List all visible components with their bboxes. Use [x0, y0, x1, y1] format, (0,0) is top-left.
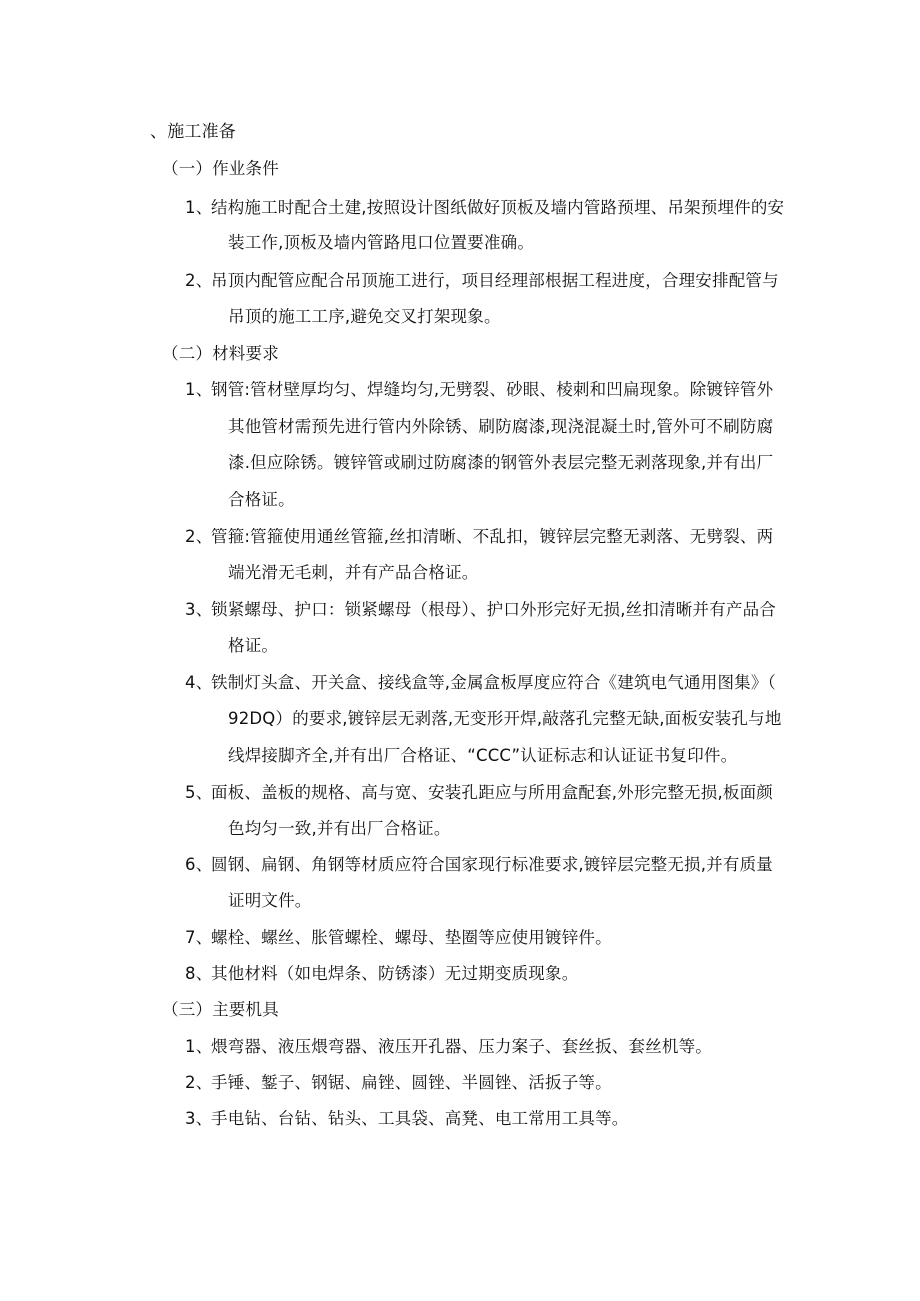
- item-text-continued: 端光滑无毛刺，并有产品合格证。: [228, 563, 479, 582]
- item-text: 锁紧螺母、护口：锁紧螺母（根母）、护口外形完好无损,丝扣清晰并有产品合: [211, 600, 776, 619]
- section-heading-2: （二）材料要求: [162, 344, 279, 363]
- item-text: 其他材料（如电焊条、防锈漆）无过期变质现象。: [211, 964, 579, 983]
- list-item: [185, 782, 773, 804]
- item-text: 手电钻、台钻、钻头、工具袋、高凳、电工常用工具等。: [211, 1109, 629, 1128]
- item-text: 螺栓、螺丝、胀管螺栓、螺母、垫圈等应使用镀锌件。: [211, 928, 612, 947]
- item-text-continued: 装工作,顶板及墙内管路甩口位置要准确。: [228, 233, 535, 252]
- item-text: 圆钢、扁钢、角钢等材质应符合国家现行标准要求,镀锌层完整无损,并有质量: [211, 855, 773, 874]
- list-item: [185, 197, 784, 219]
- item-number: 7、: [185, 928, 213, 947]
- list-item: [185, 1072, 612, 1094]
- item-number: 6、: [185, 855, 213, 874]
- item-number: 8、: [185, 964, 213, 983]
- item-text-continued: 合格证。: [228, 490, 295, 509]
- item-text: 铁制灯头盒、开关盒、接线盒等,金属盒板厚度应符合《建筑电气通用图集》（: [211, 673, 776, 692]
- item-number: 1、: [185, 380, 213, 399]
- list-item: [185, 854, 773, 876]
- list-item: [185, 599, 776, 621]
- item-number: 1、: [185, 198, 213, 217]
- item-number: 3、: [185, 600, 213, 619]
- list-item: [185, 526, 773, 548]
- item-number: 2、: [185, 1073, 213, 1092]
- item-text-continued: 色均匀一致,并有出厂合格证。: [228, 819, 451, 838]
- list-item: [185, 927, 612, 949]
- item-text: 面板、盖板的规格、高与宽、安装孔距应与所用盒配套,外形完整无损,板面颜: [211, 783, 773, 802]
- item-text-continued: 格证。: [228, 636, 279, 655]
- item-text: 手锤、錾子、钢锯、扁锉、圆锉、半圆锉、活扳子等。: [211, 1073, 612, 1092]
- doc-title: 、施工准备: [150, 122, 236, 142]
- item-number: 1、: [185, 1037, 213, 1056]
- item-number: 5、: [185, 783, 213, 802]
- list-item: [185, 379, 773, 401]
- list-item: [185, 1108, 629, 1130]
- item-text: 钢管:管材壁厚均匀、焊缝均匀,无劈裂、砂眼、棱刺和凹扁现象。除镀锌管外: [211, 380, 774, 399]
- item-text-continued: 漆.但应除锈。镀锌管或刷过防腐漆的钢管外表层完整无剥落现象,并有出厂: [228, 453, 774, 472]
- item-text-continued: 其他管材需预先进行管内外除锈、刷防腐漆,现浇混凝土时,管外可不刷防腐: [228, 417, 774, 436]
- item-text-continued: 证明文件。: [228, 891, 312, 910]
- item-number: 4、: [185, 673, 213, 692]
- section-heading-1: （一）作业条件: [162, 159, 279, 178]
- item-number: 3、: [185, 1109, 213, 1128]
- list-item: [185, 672, 776, 694]
- item-text-continued: 线焊接脚齐全,并有出厂合格证、“CCC”认证标志和认证证书复印件。: [228, 746, 738, 765]
- item-text-continued: 吊顶的施工工序,避免交叉打架现象。: [228, 307, 501, 326]
- item-text: 吊顶内配管应配合吊顶施工进行，项目经理部根据工程进度，合理安排配管与: [211, 271, 779, 290]
- section-heading-3: （三）主要机具: [162, 1000, 279, 1019]
- list-item: [185, 1036, 712, 1058]
- item-number: 2、: [185, 527, 213, 546]
- item-text-continued: 92DQ）的要求,镀锌层无剥落,无变形开焊,敲落孔完整无缺,面板安装孔与地: [228, 709, 782, 728]
- list-item: [185, 963, 578, 985]
- item-text: 结构施工时配合土建,按照设计图纸做好顶板及墙内管路预埋、吊架预埋件的安: [211, 198, 785, 217]
- item-number: 2、: [185, 271, 213, 290]
- list-item: [185, 270, 779, 292]
- item-text: 煨弯器、液压煨弯器、液压开孔器、压力案子、套丝扳、套丝机等。: [211, 1037, 712, 1056]
- item-text: 管箍:管箍使用通丝管箍,丝扣清晰、不乱扣，镀锌层完整无剥落、无劈裂、两: [211, 527, 774, 546]
